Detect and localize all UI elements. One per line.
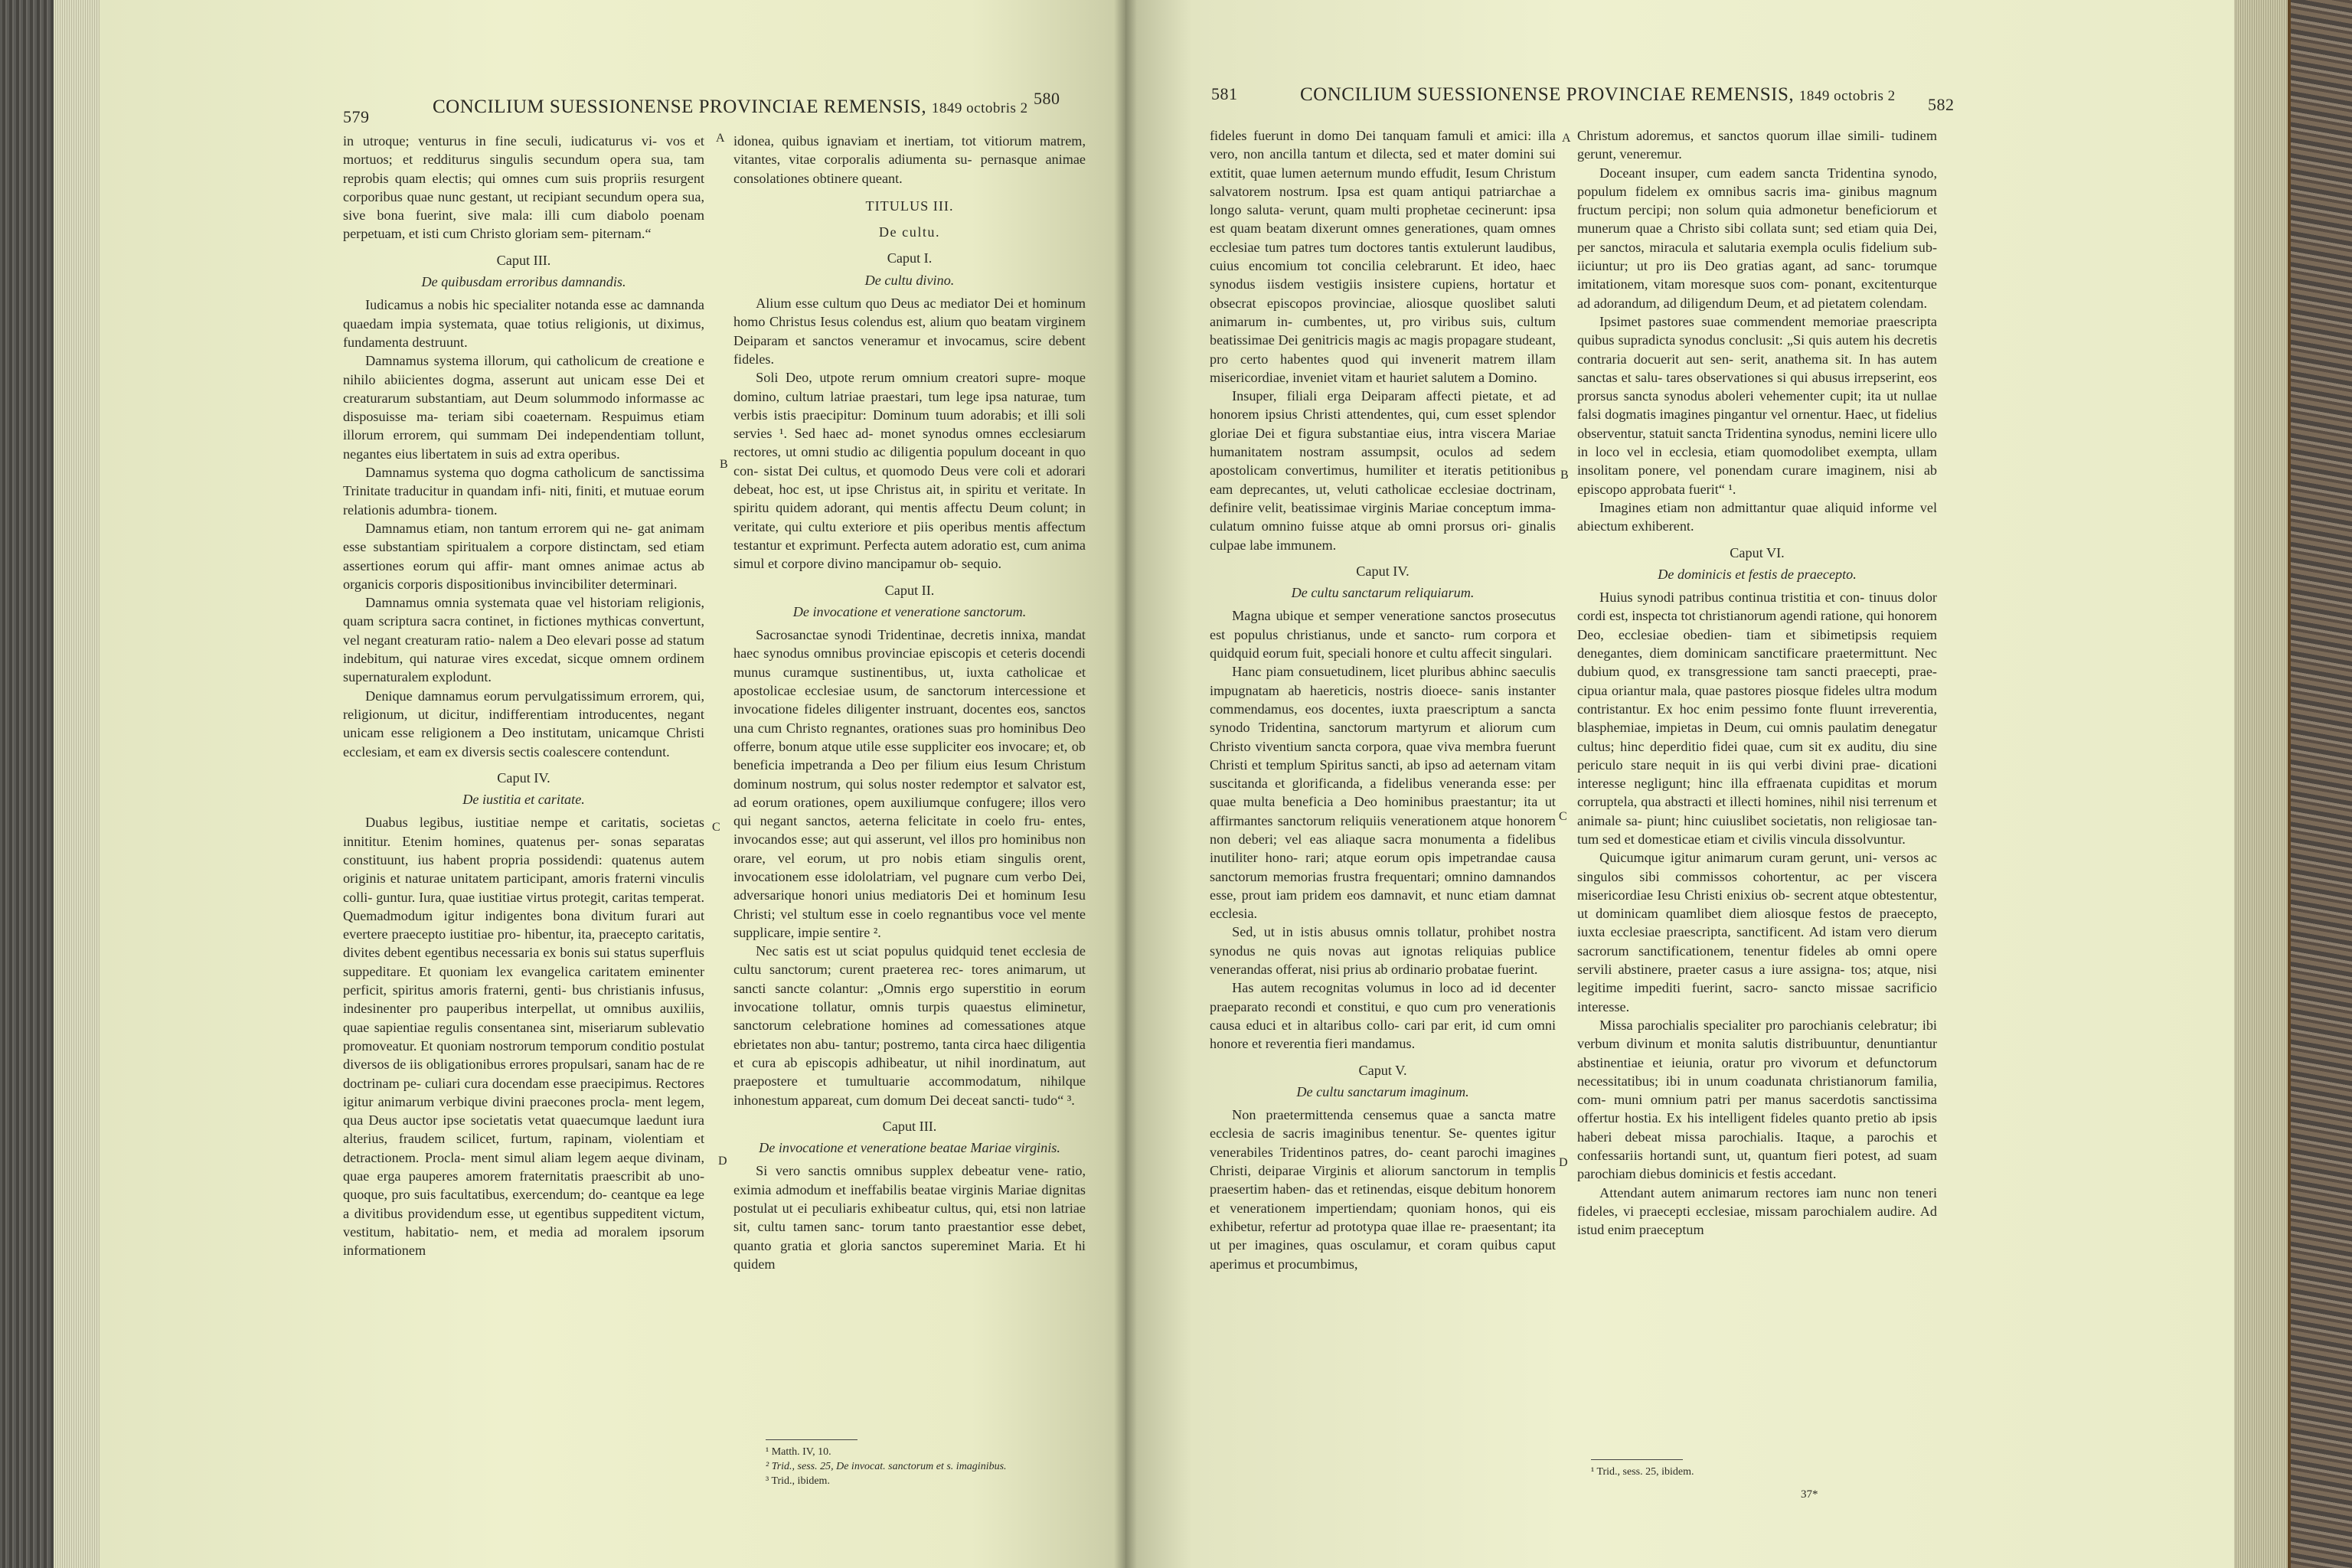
right-page-header bbox=[1125, 83, 2234, 113]
heading-de-invocatione-sanctorum: De invocatione et veneratione sanctorum. bbox=[792, 603, 1027, 619]
right-page-column-1 bbox=[1210, 126, 1556, 1273]
footnotes-left bbox=[766, 1439, 1087, 1488]
paragraph: Attendant autem animarum rectores iam nunc non teneri fideles, vi praecepti ecclesiae, missam parochialem audire. Ad istud enim praeceptum bbox=[1577, 1184, 1937, 1238]
footnote-rule bbox=[1591, 1459, 1683, 1460]
footnote: ³ Trid., ibidem. bbox=[766, 1475, 830, 1487]
paragraph: Quicumque igitur animarum curam gerunt, uni- versos ac singulos sibi commissos cohortentur, ac per viscera misericordiae Iesu Christi enixius ob- secrent atque obtestentur, ut dominicam quamlibet diem aliosque festos de praecepto, iuxta ecclesiae praescripta, sanctificent. Ad istam vero dierum sacrorum sanctificationem, tenentur fideles ab omni opere servili abstinere, praeter casus a iure assigna- tos; atque, nisi legitime impediti fuerint, sacro- sancto missae sacrificio interesse. bbox=[1577, 850, 1937, 1014]
heading-de-iustitia: De iustitia et caritate. bbox=[462, 792, 585, 808]
margin-letter-b: B bbox=[720, 458, 728, 471]
paragraph: Huius synodi patribus continua tristitia et con- tinuus dolor cordi est, inspecta tot christianorum agendi ratione, qui honorem Deo, ecclesiae obedien- tiam et sibimetipsis requiem denegantes, diem dominicam sanctificare praetermittunt. Nec dubium quod, ex transgressione tam sancti praecepti, prae- cipua oriantur mala, quae pastores piosque fideles ultra modum contristantur. Ex hoc enim pessimo fonte fluunt irreverentia, blasphemiae, impietas in Deum, cui omnis paulatim denegatur cultus; hinc deperditio fidei quae, cum sit ex auditu, diu sine periculo stare nequit in iis qui verbi divini prae- dicationi interesse negligunt; hinc illa effraenata cupiditas et morum corruptela, qua abstracti et illecti homines, nihil nisi terrenum et animale sa- piunt; hinc cuiuslibet societatis, non religiosae tan- tum sed et domesticae etiam et civilis vincula dissolvuntur. bbox=[1577, 590, 1937, 847]
paragraph: Alium esse cultum quo Deus ac mediator Dei et hominum homo Christus Iesus colendus est, alium quo beatam virginem Deiparam et sanctos veneramur et invocamus, scire debent fideles. bbox=[733, 296, 1086, 367]
paragraph: in utroque; venturus in fine seculi, iudicaturus vi- vos et mortuos; et redditurus singulis secundum opera sua, tam reprobis quam electis; qui omnes cum suis propriis resurgent corporibus quae nunc gestant, ut recipiant secundum opera sua, sive bona fuerint, sive mala: illi cum diabolo poenam perpetuam, et isti cum Christo gloriam sem- piternam.“ bbox=[343, 133, 704, 242]
heading-caput-iii: Caput III. bbox=[496, 252, 551, 268]
paragraph: idonea, quibus ignaviam et inertiam, tot vitiorum matrem, vitantes, vitae corporalis adiumenta su- pernasque animae consolationes obtinere queant. bbox=[733, 133, 1086, 186]
heading-de-erroribus: De quibusdam erroribus damnandis. bbox=[421, 274, 626, 290]
footnote: ¹ Trid., sess. 25, ibidem. bbox=[1591, 1466, 1694, 1478]
heading-titulus-iii: TITULUS III. bbox=[865, 198, 954, 214]
background-fabric-left bbox=[0, 0, 54, 1568]
left-page-column-2 bbox=[733, 132, 1086, 1273]
heading-caput-v: Caput V. bbox=[1358, 1062, 1407, 1078]
page-number-581: 581 bbox=[1211, 84, 1238, 103]
paragraph: fideles fuerunt in domo Dei tanquam famuli et amici: illa vero, non ancilla tantum et dilecta, sed et mater domini sui extitit, quae lumen aeternum mundo effudit, Iesum Christum salvatorem nostrum. Ipsa est quam antiqui patriarchae a longo saluta- verunt, quam multi prophetae cecinerunt: ipsa est quam beatam dixerunt omnes generationes, quam omnes ecclesiae tum patres tum doctores tantis extulerunt laudibus, cuius encomium tot concilia celebrarunt. Et ideo, haec synodus iisdem vestigiis insistere cupiens, hortatur et obsecrat episcopos provinciae, aliosque quoslibet saluti animarum in- cumbentes, ut, pro viribus suis, cultum beatissimae Dei genitricis magis ac magis propagare studeant, pro certo habentes quod qui invenerit matrem illam misericordiae, inveniet vitam et hauriet salutem a Domino. bbox=[1210, 128, 1556, 385]
left-page-header bbox=[100, 83, 1125, 126]
left-page bbox=[100, 0, 1125, 1568]
footnote: ² Trid., sess. 25, De invocat. sanctorum et s. imaginibus. bbox=[766, 1461, 1007, 1472]
running-title-text: CONCILIUM SUESSIONENSE PROVINCIAE REMENSIS, bbox=[433, 96, 927, 117]
paragraph: Christum adoremus, et sanctos quorum illae simili- tudinem gerunt, veneremur. bbox=[1577, 128, 1937, 162]
paragraph: Denique damnamus eorum pervulgatissimum errorem, qui, religionum, ut dicitur, indifferentiam introducentes, negant unicam esse religionem a Deo institutam, unicamque Christi ecclesiam, et eam ex diversis sectis coalescere contendunt. bbox=[343, 688, 704, 760]
margin-letter-a: A bbox=[716, 132, 725, 145]
heading-de-beatae-mariae: De invocatione et veneratione beatae Mariae virginis. bbox=[759, 1140, 1060, 1156]
paragraph: Imagines etiam non admittantur quae aliquid informe vel abiectum exhiberent. bbox=[1577, 499, 1937, 534]
page-number-580: 580 bbox=[1034, 89, 1060, 108]
margin-letter-c: C bbox=[712, 821, 720, 834]
paragraph: Damnamus omnia systemata quae vel historiam religionis, quam scriptura sacra continet, in fictiones mythicas convertunt, vel negant creaturam ratio- nalem a Deo elevari posse ad statum indebitum, qui naturae vires excedat, sicque omnem ordinem supernaturalem explodunt. bbox=[343, 595, 704, 685]
right-page-column-2 bbox=[1577, 126, 1937, 1240]
paragraph: Iudicamus a nobis hic specialiter notanda esse ac damnanda quaedam impia systemata, quae totius religionis, ut diximus, fundamenta destruunt. bbox=[343, 297, 704, 350]
page-number-582: 582 bbox=[1928, 95, 1955, 114]
heading-caput-iv: Caput IV. bbox=[497, 769, 550, 786]
margin-letter-d: D bbox=[718, 1155, 727, 1168]
running-title-text: CONCILIUM SUESSIONENSE PROVINCIAE REMENSIS, bbox=[1300, 84, 1795, 105]
paragraph: Si vero sanctis omnibus supplex debeatur vene- ratio, eximia admodum et ineffabilis beatae virginis Mariae dignitas postulat ut ei peculiaris exhibeatur cultus, qui, etsi non latriae sit, cultu tamen sanc- torum tanto praestantior esse debet, quanto gratia et gloria sanctos supereminet Maria. Et hi quidem bbox=[733, 1163, 1086, 1272]
margin-letter-d: D bbox=[1559, 1156, 1568, 1169]
footnote-rule bbox=[766, 1439, 858, 1440]
paragraph: Soli Deo, utpote rerum omnium creatori supre- moque domino, cultum latriae praestari, tum lege ipsa naturae, tum verbis istis praecipitur: Dominum tuum adorabis; et illi soli servies ¹. Sed haec ad- monet synodus omnes ecclesiarum rectores, ut omni studio ac diligentia populum doceant in quo con- sistat Dei cultus, et quomodo Deus vere coli et adorari debeat, hoc est, ut ipse Christus ait, in spiritu et veritate. In spiritu quidem adorant, qui mentis affectu Deum colunt; in veritate, qui cultu exteriore et piis operibus mentis affectum testantur et exprimunt. Perfecta autem adoratio est, cum anima simul et corpore divino mancipamur ob- sequio. bbox=[733, 370, 1086, 572]
heading-caput-iv: Caput IV. bbox=[1356, 563, 1410, 579]
heading-de-cultu: De cultu. bbox=[878, 224, 941, 240]
paragraph: Has autem recognitas volumus in loco ad id decenter praeparato recondi et constitui, e quo cum pro venerationis causa educi et in altaribus collo- cari par erit, id cum omni honore et reverentia fieri mandamus. bbox=[1210, 980, 1556, 1052]
paragraph: Sed, ut in istis abusus omnis tollatur, prohibet nostra synodus ne quis novas aut ignotas reliquias publice venerandas offerat, nisi prius ab ordinario probatae fuerint. bbox=[1210, 924, 1556, 978]
paragraph: Damnamus systema quo dogma catholicum de sanctissima Trinitate traducitur in quandam infi- niti, finiti, et mutuae eorum relationis adumbra- tionem. bbox=[343, 465, 704, 518]
page-number-579: 579 bbox=[343, 107, 370, 126]
paragraph: Damnamus systema illorum, qui catholicum de creatione e nihilo abiicientes dogma, asserunt aut unicam esse Dei et creaturarum substantiam, aut Deum solummodo informasse ac disposuisse ma- teriam sibi coaeternam. Respuimus etiam illorum errorem, qui summam Dei independentiam tollunt, negantes eius libertatem in suis ad extra operibus. bbox=[343, 353, 704, 462]
heading-de-dominicis: De dominicis et festis de praecepto. bbox=[1658, 566, 1857, 582]
paragraph: Duabus legibus, iustitiae nempe et caritatis, societas innititur. Etenim homines, quatenus per- sonas separatas constituunt, ius habent propria possidendi: quatenus autem originis et naturae unitatem participant, amoris fraterni vinculis colli- guntur. Iura, quae iustitiae virtus protegit, caritas temperat. Quemadmodum igitur indigentes bona divitum furari aut evertere praecepto iustitiae pro- hibentur, ita, praecepto caritatis, divites debent egentibus necessaria ex bonis sui status superfluis suppeditare. Et quoniam lex evangelica caritatem eminenter perficit, spiritus amoris fraterni, genti- bus christianis infusus, indesinenter pro pauperibus interpellat, ut omnibus auxiliis, quae sapientiae regulis consentanea sint, miseriarum sublevatio promoveatur. Et quoniam nostrorum temporum conditio postulat diversos de iis obligationibus errores propulsari, sanam hac de re doctrinam pe- culiari cura docendam esse praecipimus. Rectores igitur animarum verbique divini praecones procla- ment legem, qua Deus auctor ipse societatis vetat quaecumque laedunt iura alterius, fraudem scilicet, furtum, rapinam, violentiam et detractionem. Procla- ment simul aliam legem aeque divinam, quae erga pauperes amorem fraternitatis praescribit ab uno- quoque, pro suis facultatibus, exercendum; do- ceantque ea lege a divitibus providendum esse, ut egentibus suppeditent victum, vestitum, habitatio- nem, et media ad moralem ipsorum informationem bbox=[343, 815, 704, 1259]
margin-letter-c: C bbox=[1559, 810, 1567, 823]
heading-caput-iii: Caput III. bbox=[882, 1118, 937, 1134]
heading-caput-i: Caput I. bbox=[887, 250, 933, 266]
paragraph: Doceant insuper, cum eadem sancta Tridentina synodo, populum fidelem ex omnibus sacris ima- ginibus magnum fructum percipi; non solum quia admonetur beneficiorum et munerum quae a Christo sibi collata sunt; sed etiam quia Dei, per sanctos, miracula et salutaria exempla oculis fidelium sub- iiciuntur; ut pro iis Deo gratias agant, ad sanc- torumque imitationem, vitam moresque suos com- ponant, excitenturque ad adorandum, ad diligendum Deum, et ad pietatem colendam. bbox=[1577, 165, 1937, 311]
background-fabric-right bbox=[2291, 0, 2352, 1568]
footnotes-right bbox=[1591, 1459, 1928, 1479]
page-edges-right bbox=[2234, 0, 2288, 1568]
running-title bbox=[433, 96, 1028, 118]
paragraph: Nec satis est ut sciat populus quidquid tenet ecclesia de cultu sanctorum; curent praeterea rec- tores animarum, ut sancti sancte colantur: „Omnis ergo superstitio in eorum invocatione tollatur, omnis turpis quaestus eliminetur, sanctorum celebratione homines ad comessationes atque ebrietates non abu- tantur; postremo, tanta circa haec diligentia et cura ab episcopis adhibeatur, ut nihil inordinatum, aut praepostere et tumultuarie accommodatum, nihilque inhonestum appareat, cum domum Dei deceat sancti- tudo“ ³. bbox=[733, 943, 1086, 1108]
margin-letter-b: B bbox=[1560, 469, 1569, 482]
running-title bbox=[1300, 84, 1896, 106]
paragraph: Damnamus etiam, non tantum errorem qui ne- gat animam esse substantiam spiritualem a corpore distinctam, sed etiam assertiones eorum qui affir- mant omnes animae actus ab organicis corporis dispositionibus invincibiliter determinari. bbox=[343, 520, 704, 592]
paragraph: Magna ubique et semper veneratione sanctos prosecutus est populus christianus, unde et sancto- rum corpora et quidquid eorum fuit, speciali honore et cultu affecit singulari. bbox=[1210, 608, 1556, 662]
footnote: ¹ Matth. IV, 10. bbox=[766, 1446, 831, 1458]
signature-mark: 37* bbox=[1801, 1488, 1818, 1501]
page-edges-left bbox=[54, 0, 100, 1568]
book-gutter bbox=[1114, 0, 1137, 1568]
paragraph: Sacrosanctae synodi Tridentinae, decretis innixa, mandat haec synodus omnibus provinciae episcopis et ceteris docendi munus curamque sustinentibus, ut, iuxta catholicae et apostolicae ecclesiae usum, de sanctorum intercessione et invocatione fideles diligenter instruant, docentes eos, sanctos una cum Christo regnantes, orationes suas pro hominibus Deo offerre, bonum atque utile esse suppliciter eos invocare; et, ob beneficia impetranda a Deo per filium eius Iesum Christum dominum nostrum, qui solus noster redemptor et salvator est, ad eorum orationes, opem auxiliumque confugere; illos vero qui negant sanctos, aeterna felicitate in coelo fru- entes, invocandos esse; aut qui asserunt, vel illos pro hominibus non orare, vel eorum, ut pro nobis etiam singulis orent, invocationem esse idololatriam, vel pugnare cum verbo Dei, adversarique honori unius mediatoris Dei et hominum Iesu Christi; vel stultum esse in coelo regnantibus voce vel mente supplicare, impie sentire ². bbox=[733, 627, 1086, 940]
paragraph: Hanc piam consuetudinem, licet pluribus abhinc saeculis impugnatam ab haereticis, nostris dioece- sanis instanter commendamus, eos docentes, iuxta praescriptum a sancta synodo Tridentina, sanctorum martyrum et aliorum cum Christo viventium sancta corpora, quae viva membra fuerunt Christi et templum Spiritus sancti, ab ipso ad aeternam vitam suscitanda et glorificanda, a fidelibus veneranda esse: per quae multa beneficia a Deo hominibus praestantur; ita ut affirmantes sanctorum reliquiis venerationem atque honorem non deberi; vel eas aliaque sacra monumenta a fidelibus inutiliter hono- rari; atque eorum opis impetrandae causa sanctorum memorias frustra frequentari; omnino damnandos esse, prout iam pridem eos damnavit, et nunc etiam damnat ecclesia. bbox=[1210, 664, 1556, 922]
left-page-column-1 bbox=[343, 132, 704, 1260]
paragraph: Insuper, filiali erga Deiparam affecti pietate, et ad honorem ipsius Christi attendentes, qui, cum esset splendor gloriae Dei et figura substantiae eius, intra viscera Mariae humanitatem nostram assumpsit, oculos ad sedem apostolicam convertimus, humiliter et iteratis petitionibus eam deprecantes, ut, veluti catholicae ecclesiae doctrinam, definire velit, beatissimae virginis Mariae conceptum imma- culatum omnino fuisse atque ab omni prorsus ori- ginalis culpae labe immunem. bbox=[1210, 388, 1556, 553]
paragraph: Non praetermittenda censemus quae a sancta matre ecclesia de sacris imaginibus tenentur. Se- quentes igitur venerabiles Tridentinos patres, do- ceant parochi imagines Christi, deiparae Virginis et aliorum sanctorum in templis praesertim haben- das et retinendas, eisque debitum honorem et venerationem impertiendam; quoniam honos, qui eis exhibetur, refertur ad prototypa quae illae re- praesentant; ita ut per imagines, quas osculamur, et coram quibus caput aperimus et procumbimus, bbox=[1210, 1107, 1556, 1272]
running-title-date: 1849 octobris 2 bbox=[1798, 88, 1896, 104]
paragraph: Ipsimet pastores suae commendent memoriae praescripta quibus supradicta synodus conclusit: „Si quis autem his decretis contraria docuerit aut sen- serit, anathema sit. In has autem sanctas et salu- tares observationes si qui abusus irrepserint, eos prorsus sancta synodus aboleri vehementer cupit; ita ut nullae falsi dogmatis imagines pingantur vel ornentur. Haec, ut fidelius observentur, statuit sancta Tridentina synodus, nemini licere ullo in loco vel in ecclesia, etiam quomodolibet exempta, ullam insolitam ponere, vel ponendam curare imaginem, nisi ab episcopo approbata fuerit“ ¹. bbox=[1577, 313, 1937, 497]
paragraph: Missa parochialis specialiter pro parochianis celebratur; ibi verbum divinum et monita salutis distribuuntur, denuntiantur abstinentiae et ieiunia, oratur pro vivorum et defunctorum necessitatibus; ibi in unum coadunata christianorum familia, com- muni omnium patri per manus sacerdotis sanctissima offertur hostia. Ex his intelligent fideles quanto pretio ab ipsis haberi debeat missa parochialis. Itaque, a parochis et confessariis hortandi sunt, ut, quantum fieri potest, ad suam parochiam diebus dominicis et festis accedant. bbox=[1577, 1017, 1937, 1182]
heading-caput-vi: Caput VI. bbox=[1730, 544, 1785, 560]
heading-de-imaginibus: De cultu sanctarum imaginum. bbox=[1296, 1083, 1469, 1099]
margin-letter-a: A bbox=[1562, 132, 1571, 145]
heading-de-reliquiis: De cultu sanctarum reliquiarum. bbox=[1291, 585, 1475, 601]
heading-de-cultu-divino: De cultu divino. bbox=[864, 272, 955, 288]
running-title-date: 1849 octobris 2 bbox=[931, 100, 1028, 116]
right-page bbox=[1125, 0, 2234, 1568]
heading-caput-ii: Caput II. bbox=[884, 582, 935, 598]
